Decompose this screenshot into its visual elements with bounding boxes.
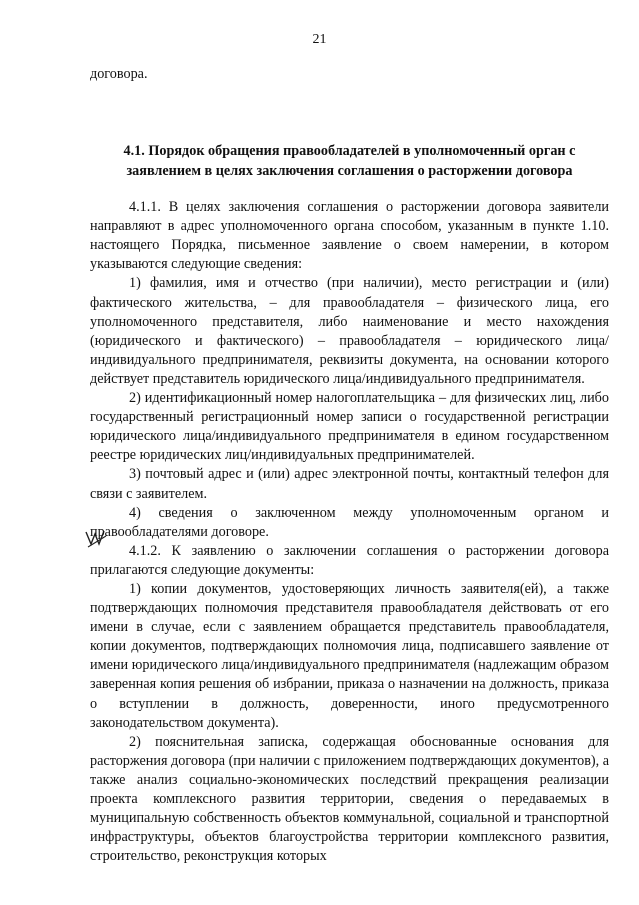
paragraph-4-1-1: 4.1.1. В целях заключения соглашения о расторжении договора заявители направляют в адрес уполномоченного органа способом, указанным в пункте 1.10. настоящего Порядка, письменное заявление о своем намерении, в котором указываются следующие сведения:	[90, 199, 609, 273]
paragraph-item-2: 2) идентификационный номер налогоплательщика – для физических лиц, либо государственный регистрационный номер записи о государственной регистрации юридического лица/индивидуального предпринимателя в едином государственном реестре юридических лиц/индивидуальных предпринимателей.	[90, 390, 609, 464]
paragraph-doc-2: 2) пояснительная записка, содержащая обоснованные основания для расторжения договора (при наличии с приложением подтверждающих документов), а также анализ социально-экономических последствий прекращения реализации проекта комплексного развития территории, сведения о передаваемых в муниципальную собственность объектов коммунальной, социальной и транспортной инфраструктуры, объектов благоустройства территории комплексного развития, строительство, реконструкция которых	[90, 733, 610, 865]
paragraph-continuation: договора.	[90, 66, 148, 82]
page-number: 21	[312, 32, 327, 47]
section-heading: 4.1. Порядок обращения правообладателей в уполномоченный орган с заявлением в целях заключения соглашения о расторжении договора	[123, 143, 576, 179]
document-body	[90, 65, 609, 866]
paragraph-doc-1: 1) копии документов, удостоверяющих личность заявителя(ей), а также подтверждающих полномочия представителя правообладателя действовать от его имени в случае, если с заявлением обращается представитель правообладателя, копии документов, подтверждающих полномочия лица, подписавшего заявление от имени юридического лица/индивидуального предпринимателя (надлежащим образом заверенная копия решения об избрании, приказа о назначении на должность, приказа о вступлении в должность, доверенности, иного предусмотренного законодательством документа).	[90, 580, 609, 731]
paragraph-4-1-2: 4.1.2. К заявлению о заключении соглашения о расторжении договора прилагаются следующие документы:	[90, 542, 609, 578]
paragraph-item-4: 4) сведения о заключенном между уполномоченным органом и правообладателями договоре.	[90, 504, 609, 540]
paragraph-item-1: 1) фамилия, имя и отчество (при наличии), место регистрации и (или) фактического жительства, – для правообладателя – физического лица, его уполномоченного представителя, либо наименование и место нахождения (юридического и фактического) – правообладателя – юридического лица/индивидуального предпринимателя, реквизиты документа, на основании которого действует представитель юридического лица/индивидуального предпринимателя.	[90, 275, 609, 387]
paragraph-item-3: 3) почтовый адрес и (или) адрес электронной почты, контактный телефон для связи с заявителем.	[90, 466, 609, 502]
